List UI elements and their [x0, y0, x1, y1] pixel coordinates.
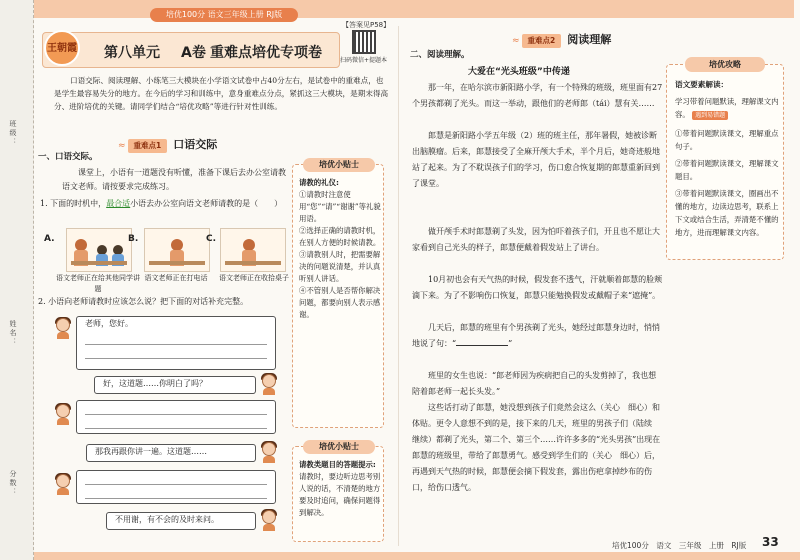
dialog-line-3: 那我再跟你讲一遍。这道题……: [95, 447, 207, 456]
dialog-bubble-4: [106, 512, 256, 530]
intro-paragraph: 口语交际、阅读理解、小练笔三大模块在小学语文试卷中占40分左右，是试卷中的重难点，也是学生最容易失分的地方。在今后的学习和训练中，意身重难点分点，紧抓这三大模块，是期末得高分、进阶培优的关键。请同学们结合“培优攻略”等进行针对性训练。: [54, 76, 389, 111]
tip-text: 请教时，要边听边思考别人说的话，不清楚的地方要及时追问，确保问题得到解决。: [299, 472, 381, 517]
tip-box-etiquette: [292, 160, 384, 428]
question-heading-1: 一、口语交际。: [38, 152, 98, 162]
answer-line[interactable]: [85, 471, 267, 485]
option-b-letter[interactable]: B.: [128, 234, 139, 244]
tip-title: 请教类题目的答题提示:: [299, 460, 376, 469]
tip-item: ③请教别人时，把需要解决的问题说清楚，并认真听别人讲话。: [299, 250, 381, 283]
story-paragraph-6: 班里的女生也说：“郎老师因为疾病把自己的头发剪掉了，我也想陪着郎老师一起长头发。”: [412, 371, 657, 396]
binding-spine: [0, 0, 34, 560]
tip-header: 培优小贴士: [303, 158, 375, 172]
tip-item: ①请教时注意使用“您”“请”“谢谢”等礼貌用语。: [299, 190, 381, 223]
teacher-avatar: [260, 374, 278, 394]
section-tag: 重难点1: [128, 139, 168, 153]
tip-item: ②选择正确的请教时机，在别人方便的时候请教。: [299, 226, 381, 247]
tip-body: [299, 459, 381, 519]
dialog-line-1: 老师，您好。: [85, 319, 133, 328]
teacher-avatar: [260, 510, 278, 530]
spine-class-label: 班级：: [9, 120, 17, 147]
option-a-picture: [66, 228, 132, 272]
top-band: [34, 0, 794, 18]
qr-code[interactable]: [352, 30, 376, 54]
answer-reference: 【答案见P58】: [342, 21, 391, 29]
story-paragraph-5: [412, 320, 664, 352]
tip-goal-text: 学习带着问题默读，理解课文内容。: [675, 97, 779, 119]
section-tag: 重难点2: [522, 34, 562, 48]
page-title: 重难点培优专项卷: [210, 45, 322, 61]
wave-icon: ≈: [118, 141, 126, 151]
story-title: 大爱在“光头班级”中传递: [468, 67, 570, 77]
question-heading-2: 二、阅读理解。: [410, 50, 470, 60]
paper-label: A卷: [181, 45, 206, 61]
desk: [71, 261, 127, 265]
option-a-caption: 语文老师正在给其他同学讲题: [56, 274, 140, 293]
answer-line[interactable]: [85, 401, 267, 415]
tip-title: 语文要素解读：: [675, 80, 729, 89]
section-name: 口语交际: [173, 138, 218, 151]
story-paragraph-3: 做开颅手术时郎慧剃了头发，因为怕吓着孩子们，开且也不愿让大家看到自己光头的样子，郎慧便戴着假发站上了讲台。: [412, 227, 660, 252]
dialog-answer-box-2[interactable]: [76, 400, 276, 434]
story-paragraph-4: 10月初也会有天气热的时候，假发套不透气，汗就顺着郎慧的脸颊滴下来。为了不影响伤口恢复，郎慧只能勉换假发或戴帽子来“遮掩”。: [412, 275, 663, 300]
tip-item: ①带着问题默读课文，理解重点句子。: [675, 129, 779, 151]
footer-book-info: 培优100分 语文 三年级 上册 RJ版: [612, 541, 747, 550]
tip-header: 培优小贴士: [303, 440, 375, 454]
option-c-picture: [220, 228, 286, 272]
story-paragraph-7: 这些话打动了郎慧，她没想到孩子们竟然会这么（关心 细心）和体贴。更令人意想不到的是，接下来的几天，班里的男孩子们（陆续 继续）都剃了光头，第二个、第三个……许许多多的“光头男孩”出现在郎慧的班级里，带给了郎慧勇气。感受到学生们的（关心 细心）后，再遇到天气热的时候，郎慧便会摘下假发套，露出伤疤拿掉纱布的伤口，给伤口透气。: [412, 403, 661, 492]
question-1: [40, 197, 290, 211]
option-c-letter[interactable]: C.: [206, 234, 217, 244]
dialog-bubble-2: [94, 376, 256, 394]
wave-icon: ≈: [512, 36, 520, 46]
reading-strategy-box: [666, 60, 784, 260]
desk: [149, 261, 205, 265]
fill-in-blank[interactable]: [456, 336, 508, 346]
tip-goal: [675, 95, 779, 121]
tip-box-answer-hint: [292, 442, 384, 542]
tip-item: ④不管别人是否帮你解决问题，都要向别人表示感谢。: [299, 286, 381, 319]
answer-line[interactable]: [85, 331, 267, 345]
option-b-caption: 语文老师正在打电话: [144, 274, 208, 282]
dialog-answer-box-3[interactable]: [76, 470, 276, 504]
story-paragraph-2: 郎慧是新阳路小学五年级（2）班的班主任，那年暑假，她被诊断出脑膜瘤。后来，郎慧接受了全麻开颅大手术，半个月后，她奇迹般地站了起来。为了不耽误孩子们的学习，伤口愈合恢复期的郎慧重新回到了课堂。: [412, 131, 660, 188]
teacher-avatar: [260, 442, 278, 462]
q1-highlight: 最合适: [106, 199, 131, 208]
answer-line[interactable]: [85, 345, 267, 359]
tip-item: ③带着问题默读课文，圈画出不懂的地方，边读边思考，联系上下文或结合生活，弄清楚不懂的地方，进而理解课文内容。: [675, 189, 779, 237]
option-a-letter[interactable]: A.: [44, 234, 55, 244]
option-b-picture: [144, 228, 210, 272]
dialog-line-2: 好，这道题……你明白了吗？: [103, 379, 207, 388]
dialog-line-4: 不用谢，有不会的及时来问。: [115, 515, 219, 524]
tip-chip: 遇到易错题: [692, 111, 728, 120]
student-avatar: [54, 318, 72, 338]
dialog-bubble-3: [86, 444, 256, 462]
tip-header: 培优攻略: [685, 57, 765, 72]
quote-close: ”: [508, 339, 513, 348]
column-divider: [398, 26, 399, 546]
option-c-caption: 语文老师正在收拾桌子: [219, 274, 289, 282]
dialog-bubble-1[interactable]: [76, 316, 276, 370]
bottom-band: [34, 552, 800, 560]
page-number: 33: [762, 535, 779, 549]
spine-score-label: 分数：: [9, 470, 17, 497]
story-paragraph-1: 那一年，在哈尔滨市新阳路小学，有一个特殊的班级，班里面有27个男孩都剃了光头。而这一举动，跟他们的老师郎（tái）慧有关……: [412, 83, 663, 108]
section-header-oral: [118, 133, 218, 151]
unit-title: 第八单元: [104, 45, 160, 61]
section-name: 阅读理解: [567, 33, 612, 46]
answer-line[interactable]: [85, 415, 267, 429]
student-avatar: [54, 474, 72, 494]
tip-item: ②带着问题默读课文，理解课文题目。: [675, 159, 779, 181]
tip-body: [299, 177, 381, 321]
spine-name-label: 姓名：: [9, 320, 17, 347]
qr-caption: 扫码微信+提题本: [340, 57, 388, 64]
tip-title: 请教的礼仪:: [299, 178, 339, 187]
q1-post: 小语去办公室向语文老师请教的是（ ）: [130, 199, 283, 208]
q1-pre: 1. 下面的时机中，: [40, 199, 107, 208]
question-2: 2. 小语向老师请教时应该怎么说？把下面的对话补充完整。: [38, 297, 249, 306]
lesson-prompt: 课堂上，小语有一道题没有听懂，准备下课后去办公室请教语文老师。请按要求完成练习。: [62, 168, 286, 191]
paragraph-text: 几天后，郎慧的班里有个男孩剃了光头，她经过郎慧身边时，悄悄地说了句：“: [412, 323, 660, 348]
section-header-reading: [512, 28, 612, 46]
series-tab: 培优100分 语文三年级上册 RJ版: [150, 8, 298, 22]
desk: [225, 261, 281, 265]
brand-logo: 王朝霞: [44, 30, 80, 66]
answer-line[interactable]: [85, 485, 267, 499]
student-avatar: [54, 404, 72, 424]
